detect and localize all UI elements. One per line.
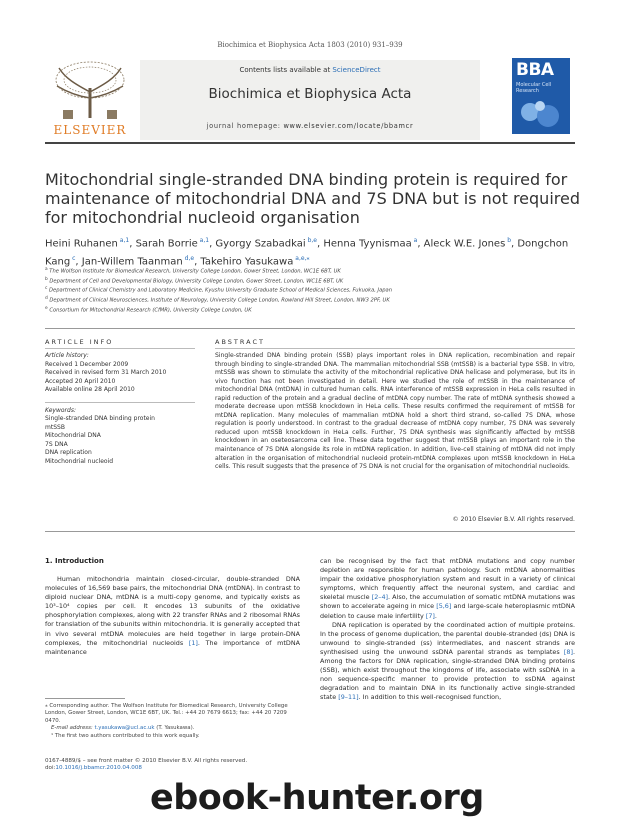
sciencedirect-link[interactable]: ScienceDirect: [332, 66, 381, 74]
author-affiliation-marker[interactable]: a: [411, 237, 418, 244]
homepage-prefix: journal homepage:: [206, 122, 284, 130]
intro-right-column: [320, 557, 575, 703]
intro-heading: 1. Introduction: [45, 557, 104, 565]
contents-prefix: Contents lists available at: [239, 66, 333, 74]
history-item: Available online 28 April 2010: [45, 386, 135, 393]
author-list: Heini Ruhanen $^{a,1}$, Sarah Borrie $^{a,1}$, Gyorgy Szabadkai $^{b,e}$, Henna Tyynismaa $^a$, Aleck W.E. Jones $^b$, Dongchon Kang $^c$, Jan-Willem Taanman $^{d,e}$, Takehiro Yasukawa $^{a,e,⁎}$: [45, 237, 569, 268]
keywords-list: [45, 415, 195, 466]
affiliation-marker: a: [45, 267, 48, 272]
footnotes: [45, 703, 300, 740]
watermark: ebook-hunter.org: [150, 778, 484, 818]
author-affiliation-marker[interactable]: c: [70, 255, 76, 263]
affiliation-marker: e: [45, 305, 48, 311]
doi-link[interactable]: 10.1016/j.bbamcr.2010.04.008: [55, 765, 142, 772]
author-name[interactable]: Jan-Willem Taanman: [81, 256, 183, 268]
article-info-heading: ARTICLE INFO: [45, 338, 114, 346]
intro-paragraph-2: DNA replication is operated by the coordinated action of multiple proteins. In the process of genome duplication, the parental double-stranded (ds) DNA is unwound to single-stranded (ss) intermediates, and nascent strands are synthesised using the unwound ssDNA parental strands as templates [8]. Among the factors for DNA replication, single-stranded DNA binding proteins (SSB), which exist throughout the kingdoms of life, associate with ssDNA in a non sequence-specific manner to provide protection to ssDNA against degradation and to maintain DNA in its functionally active single-stranded state [9–11]. In addition to this well-recognised function,: [320, 620, 575, 702]
author-affiliation-marker[interactable]: a,e,⁎: [293, 255, 310, 263]
affiliations: [45, 266, 585, 315]
keywords-rule: [45, 402, 195, 403]
affiliation: [45, 266, 585, 276]
author-name[interactable]: Heini Ruhanen: [45, 238, 118, 250]
journal-homepage: [140, 122, 480, 130]
history-list: [45, 361, 195, 395]
keyword-item: Single-stranded DNA binding protein: [45, 415, 155, 422]
author-affiliation-marker[interactable]: d,e: [182, 255, 195, 263]
affiliation-marker: d: [45, 296, 48, 302]
article-info-rule: [45, 348, 195, 349]
copyright: © 2010 Elsevier B.V. All rights reserved.: [452, 516, 575, 523]
keyword-item: Mitochondrial nucleoid: [45, 457, 114, 465]
affiliation-marker: b: [45, 276, 48, 282]
author-affiliation-marker[interactable]: b,e: [305, 237, 317, 244]
citation-link[interactable]: [2–4]: [371, 593, 389, 602]
abstract-rule: [215, 348, 575, 349]
affiliation-text: Department of Cell and Developmental Biology, University College London, Gower Street, London, WC1E 6BT, UK: [47, 278, 344, 285]
intro-paragraph-1: Human mitochondria maintain closed-circular, double-stranded DNA molecules of 16,569 base pairs, the mitochondrial DNA (mtDNA). In contrast to diploid nuclear DNA, mtDNA is a multi-copy genome, and typically exists as 10³–10⁴ copies per cell. It encodes 13 subunits of the oxidative phosphorylation complexes, along with 22 transfer RNAs and 2 ribosomal RNAs for translation of the subunits within mitochondria. It is generally accepted that in vivo several mtDNA molecules are held together in large protein-DNA complexes, the mitochondrial nucleoids [1]. The importance of mtDNA maintenance: [45, 575, 300, 656]
homepage-link[interactable]: www.elsevier.com/locate/bbamcr: [283, 122, 414, 130]
citation-link[interactable]: [1]: [188, 638, 198, 647]
history-item: Received in revised form 31 March 2010: [45, 369, 167, 376]
equal-contribution-note: ¹ The first two authors contributed to this work equally.: [51, 732, 200, 739]
elsevier-logo-text: ELSEVIER: [53, 123, 127, 137]
citation-link[interactable]: [7]: [425, 611, 435, 620]
contents-line: [140, 66, 480, 74]
author-name[interactable]: Gyorgy Szabadkai: [215, 238, 306, 250]
keyword-item: 7S DNA: [45, 440, 68, 448]
article-info: [45, 352, 195, 466]
affiliations-rule: [45, 328, 575, 329]
cover-title: BBA: [516, 60, 554, 80]
journal-cover: [512, 58, 570, 134]
affiliation-text: The Wolfson Institute for Biomedical Research, University College London, Gower Street, London, WC1E 6BT, UK: [47, 268, 341, 275]
issn-line: 0167-4889/$ – see front matter © 2010 Elsevier B.V. All rights reserved.: [45, 758, 248, 764]
author-name[interactable]: Aleck W.E. Jones: [423, 238, 506, 250]
author-name[interactable]: Takehiro Yasukawa: [200, 256, 294, 268]
issn-doi: [45, 758, 345, 773]
affiliation: [45, 305, 585, 315]
author-name[interactable]: Sarah Borrie: [135, 238, 198, 250]
cover-image: [518, 98, 564, 130]
history-item: Received 1 December 2009: [45, 360, 129, 368]
affiliation: [45, 285, 585, 295]
keyword-item: mtSSB: [45, 423, 65, 431]
history-item: Accepted 20 April 2010: [45, 377, 116, 385]
elsevier-logo: [45, 58, 135, 138]
author-affiliation-marker[interactable]: a,1: [197, 237, 210, 244]
citation-link[interactable]: [8]: [563, 647, 573, 656]
masthead-rule: [45, 142, 575, 144]
affiliation-text: Department of Clinical Chemistry and Laboratory Medicine, Kyushu University Graduate School of Medical Sciences, Fukuoka, Japan: [47, 288, 393, 295]
intro-paragraph-1-cont: can be recognised by the fact that mtDNA mutations and copy number depletion are responsible for human pathology. Such mtDNA abnormalities impair the oxidative phosphorylation system and result in a variety of clinical symptoms, which frequently affect the neuronal system, and cardiac and skeletal muscle [2–4]. Also, the accumulation of somatic mtDNA mutations was shown to accelerate ageing in mice [5,6] and large-scale heteroplasmic mtDNA deletion to cause male infertility [7].: [320, 557, 575, 620]
affiliation: [45, 295, 585, 305]
citation-link[interactable]: [9–11]: [338, 693, 359, 702]
keyword-item: Mitochondrial DNA: [45, 432, 101, 439]
affiliation: [45, 276, 585, 286]
citation-link[interactable]: [5,6]: [436, 602, 452, 611]
affiliation-text: Consortium for Mitochondrial Research (CfMR), University College London, UK: [47, 307, 252, 314]
running-header: Biochimica et Biophysica Acta 1803 (2010) 931–939: [217, 41, 403, 49]
keyword-item: DNA replication: [45, 449, 92, 456]
email-link[interactable]: t.yasukawa@ucl.ac.uk: [94, 725, 155, 732]
article-title: Mitochondrial single-stranded DNA binding protein is required for maintenance of mitochondrial DNA and 7S DNA but is not required for mitochondrial nucleoid organisation: [45, 170, 580, 227]
author-name[interactable]: Dongchon Kang: [45, 238, 569, 268]
intro-left-column: [45, 575, 300, 657]
author-affiliation-marker[interactable]: a,1: [117, 237, 130, 244]
journal-name: Biochimica et Biophysica Acta: [208, 86, 412, 102]
affiliation-marker: c: [45, 286, 48, 292]
history-label: Article history:: [45, 352, 89, 359]
cover-subtitle: Molecular Cell Research: [516, 82, 552, 94]
corresponding-author-note: ⁎ Corresponding author. The Wolfson Institute for Biomedical Research, University College London, Gower Street, London, WC1E 6BT, UK. Tel.: +44 20 7679 6613; fax: +44 20 7209 0470.: [45, 703, 288, 724]
author-name[interactable]: Henna Tyynismaa: [323, 238, 412, 250]
abstract-heading: ABSTRACT: [215, 338, 265, 346]
footnote-rule: [45, 698, 125, 699]
affiliation-text: Department of Clinical Neurosciences, Institute of Neurology, University College London, Rowland Hill Street, London, NW3 2PF, UK: [47, 297, 390, 304]
author-affiliation-marker[interactable]: b: [505, 237, 511, 244]
doi-line: doi:10.1016/j.bbamcr.2010.04.008: [45, 765, 142, 772]
abstract-text: Single-stranded DNA binding protein (SSB) plays important roles in DNA replication, recombination and repair through binding to single-stranded DNA. The mammalian mitochondrial SSB (mtSSB) is a bacterial type SSB. In vitro, mtSSB was shown to stimulate the activity of the mitochondrial replicative DNA helicase and polymerase, but its in vivo function has not been investigated in detail. Here we studied the role of mtSSB in the maintenance of mitochondrial DNA (mtDNA) in cultured human cells. RNA interference of mtSSB expression in HeLa cells resulted in rapid reduction of the protein and a gradual decline of mtDNA copy number. The rate of mtDNA synthesis showed a moderate decrease upon mtSSB knockdown in HeLa cells. These results confirmed the requirement of mtSSB for mtDNA replication. Many molecules of mammalian mtDNA hold a short third strand, so-called 7S DNA, whose regulation is poorly understood. In contrast to the gradual decrease of mtDNA copy number, 7S DNA was severely reduced upon mtSSB knockdown in HeLa cells. Further, 7S DNA synthesis was significantly affected by mtSSB knockdown in an oseteosarcoma cell line. These data together suggest that mtSSB plays an important role in the maintenance of 7S DNA alongside its role in mtDNA replication. In addition, live-cell staining of mtDNA did not imply alteration in the organisation of mitochondrial nucleoid protein-mtDNA complexes upon mtSSB knockdown in HeLa cells. This result suggests that the presence of 7S DNA is not crucial for the organisation of mitochondrial nucleoids.: [215, 352, 575, 471]
keywords-label: Keywords:: [45, 406, 76, 414]
email-note: E-mail address: t.yasukawa@ucl.ac.uk (T. Yasukawa).: [51, 725, 195, 732]
abstract-bottom-rule: [45, 531, 575, 532]
